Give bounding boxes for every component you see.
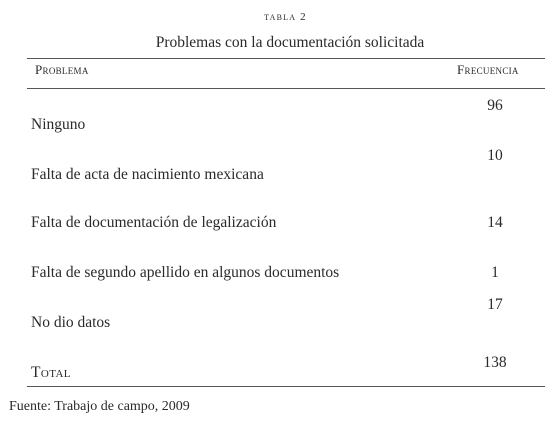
column-header-frequency: Frecuencia	[457, 62, 519, 77]
row-label: Ninguno	[31, 116, 86, 133]
table-caption-label: tabla 2	[264, 11, 307, 23]
column-header-problem: Problema	[35, 62, 89, 77]
table-bottom-rule	[27, 386, 545, 387]
row-value: 1	[491, 264, 499, 281]
row-value: 17	[487, 296, 503, 313]
total-label: Total	[31, 364, 71, 381]
total-value: 138	[483, 354, 507, 371]
row-label: Falta de documentación de legalización	[31, 214, 277, 231]
row-label: No dio datos	[31, 314, 111, 331]
table-top-rule	[27, 58, 545, 59]
row-value: 14	[487, 214, 503, 231]
table-title: Problemas con la documentación solicitada	[155, 34, 425, 51]
table-source-note: Fuente: Trabajo de campo, 2009	[9, 399, 190, 414]
row-value: 10	[487, 147, 503, 164]
row-label: Falta de segundo apellido en algunos documentos	[31, 264, 340, 281]
row-label: Falta de acta de nacimiento mexicana	[31, 166, 264, 183]
row-value: 96	[487, 97, 503, 114]
table-header-rule	[27, 88, 545, 89]
